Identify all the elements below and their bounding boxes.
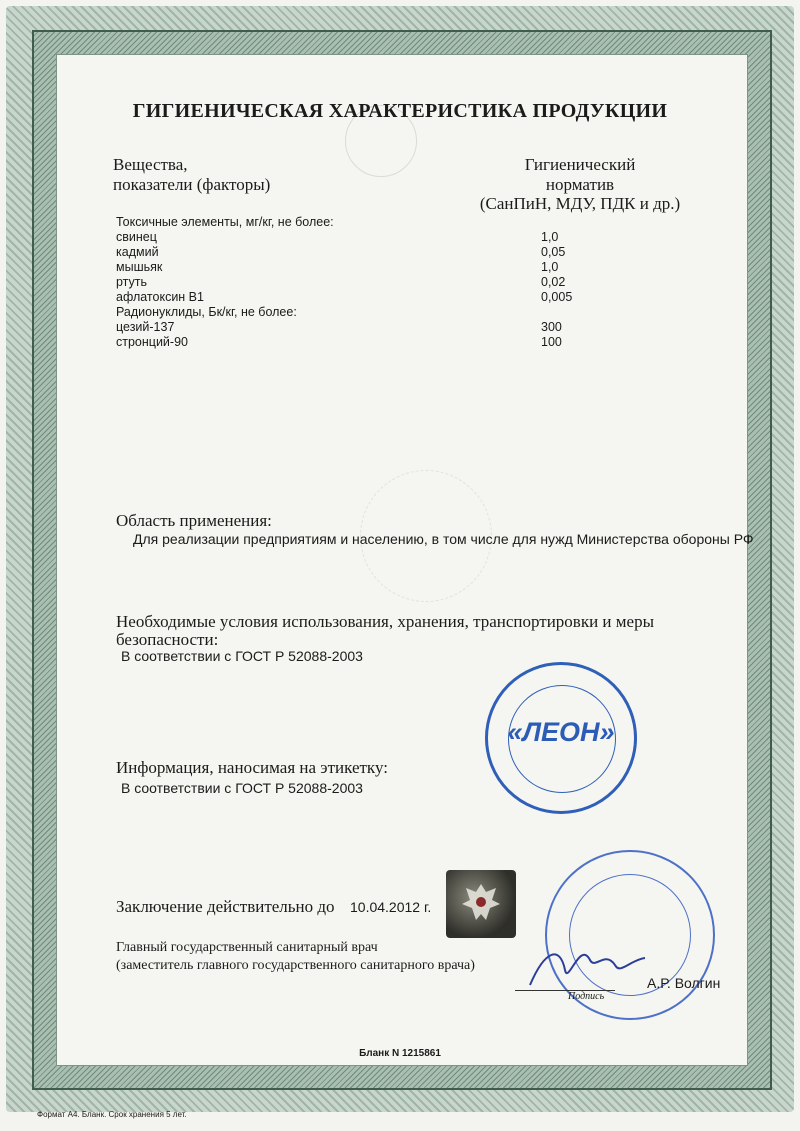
table-row-name: мышьяк (116, 260, 163, 274)
table-row-name: стронций-90 (116, 335, 188, 349)
conditions-label-line2: безопасности: (116, 630, 219, 649)
conditions-text: В соответствии с ГОСТ Р 52088-2003 (121, 648, 363, 664)
table-row-value: 100 (541, 335, 562, 349)
conditions-label-line1: Необходимые условия использования, хранения, транспортировки и меры (116, 612, 654, 631)
leon-company-stamp (485, 662, 637, 814)
signer-subtitle: (заместитель главного государственного санитарного врача) (116, 958, 475, 973)
label-info-label: Информация, наносимая на этикетку: (116, 758, 388, 777)
table-row-name: ртуть (116, 275, 148, 289)
validity-label: Заключение действительно до (116, 897, 335, 916)
hologram-sticker (446, 870, 516, 938)
table-row-value: 1,0 (541, 260, 559, 274)
right-header-line1: Гигиенический (524, 155, 636, 174)
table-row-name: Радионуклиды, Бк/кг, не более: (116, 305, 297, 319)
table-row-value: 1,0 (541, 230, 559, 244)
table-row-name: цезий-137 (116, 320, 175, 334)
table-row-value: 0,005 (541, 290, 573, 304)
right-header-line2: норматив (545, 175, 615, 194)
table-row-name: афлатоксин B1 (116, 290, 204, 304)
footer-note: Формат А4. Бланк. Срок хранения 5 лет. (37, 1110, 187, 1119)
right-header-line3: (СанПиН, МДУ, ПДК и др.) (479, 194, 681, 213)
document-title: ГИГИЕНИЧЕСКАЯ ХАРАКТЕРИСТИКА ПРОДУКЦИИ (132, 100, 668, 122)
label-info-text: В соответствии с ГОСТ Р 52088-2003 (121, 780, 363, 796)
table-row-value: 0,02 (541, 275, 566, 289)
validity-date: 10.04.2012 г. (350, 899, 432, 915)
stamp-company-name: «ЛЕОН» (507, 717, 615, 747)
signature-caption: Подпись (568, 991, 605, 1002)
signer-title: Главный государственный санитарный врач (116, 940, 378, 955)
blank-number: Бланк N 1215861 (359, 1048, 441, 1059)
scope-label: Область применения: (116, 511, 272, 530)
signer-name: А.Р. Волгин (647, 975, 721, 991)
table-row-name: кадмий (116, 245, 159, 259)
table-row-value: 300 (541, 320, 562, 334)
table-row-name: Токсичные элементы, мг/кг, не более: (116, 215, 334, 229)
scope-text: Для реализации предприятиям и населению, в том числе для нужд Министерства обороны РФ (133, 531, 754, 547)
table-row-name: свинец (116, 230, 157, 244)
left-header-line2: показатели (факторы) (113, 175, 271, 194)
double-headed-eagle-icon (446, 870, 516, 938)
left-header-line1: Вещества, (113, 155, 188, 174)
table-row-value: 0,05 (541, 245, 566, 259)
